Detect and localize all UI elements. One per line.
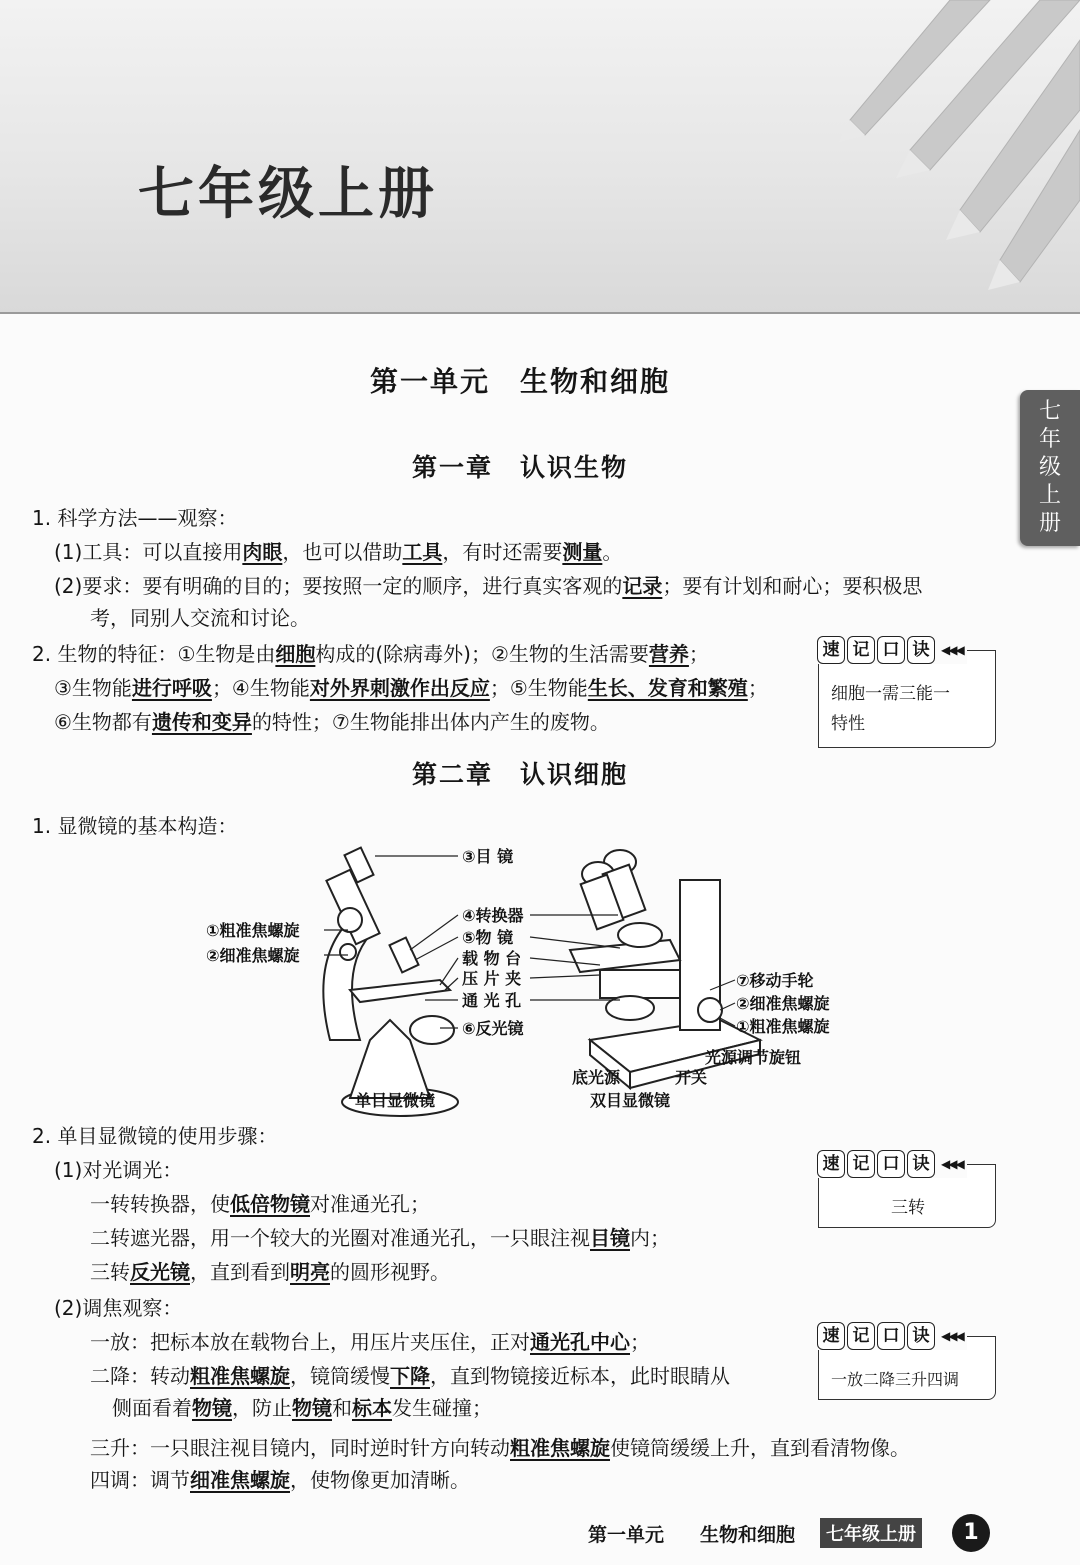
steps-b4: 四调：调节细准焦螺旋，使物像更加清晰。 xyxy=(90,1468,470,1492)
micro-heading: 1. 显微镜的基本构造： xyxy=(32,814,238,838)
side-tab-char: 级 xyxy=(1038,455,1061,480)
label-clip: 压 片 夹 xyxy=(462,969,522,988)
memo-box-3 xyxy=(818,1326,996,1400)
label-eyepiece: ③目 镜 xyxy=(462,847,514,866)
footer-unit: 第一单元 xyxy=(588,1524,665,1546)
steps-b2-cont: 侧面看着物镜，防止物镜和标本发生碰撞； xyxy=(112,1396,492,1420)
header-banner xyxy=(0,0,1080,312)
s1-p1: (1)工具：可以直接用肉眼，也可以借助工具，有时还需要测量。 xyxy=(54,540,623,564)
microscope-figure xyxy=(200,840,860,1120)
steps-a1: 一转转换器，使低倍物镜对准通光孔； xyxy=(90,1192,430,1216)
arrow-icon: ◀◀◀ xyxy=(941,643,963,657)
caption-binocular: 双目显微镜 xyxy=(590,1091,671,1110)
steps-b1: 一放：把标本放在载物台上，用压片夹压住，正对通光孔中心； xyxy=(90,1330,650,1354)
memo-text: 一放二降三升四调 xyxy=(831,1370,960,1389)
s2-l3: ⑥生物都有遗传和变异的特性；⑦生物能排出体内产生的废物。 xyxy=(54,710,610,734)
label-hand-wheel: ⑦移动手轮 xyxy=(736,971,814,990)
side-tab-char: 七 xyxy=(1038,399,1061,424)
steps-heading: 2. 单目显微镜的使用步骤： xyxy=(32,1124,278,1148)
label-coarse-right: ①粗准焦螺旋 xyxy=(736,1017,830,1036)
monocular-microscope-drawing xyxy=(323,848,458,1116)
caption-monocular: 单目显微镜 xyxy=(355,1091,436,1110)
label-stage: 载 物 台 xyxy=(462,949,522,968)
memo-box-2 xyxy=(818,1154,996,1228)
label-objective: ⑤物 镜 xyxy=(462,928,514,947)
label-switch: 开关 xyxy=(675,1068,708,1087)
steps-a2: 二转遮光器，用一个较大的光圈对准通光孔，一只眼注视目镜内； xyxy=(90,1226,670,1250)
memo-header: 速 记 口 诀 ◀◀◀ xyxy=(817,636,967,664)
steps-sub1: (1)对光调光： xyxy=(54,1158,183,1182)
label-turret: ④转换器 xyxy=(462,906,524,925)
memo-header: 速 记 口 诀 ◀◀◀ xyxy=(817,1322,967,1350)
arrow-icon: ◀◀◀ xyxy=(941,1329,963,1343)
banner-divider xyxy=(0,312,1080,314)
memo-text: 细胞一需三能一 xyxy=(831,684,950,704)
memo-text: 三转 xyxy=(891,1198,925,1218)
label-mirror: ⑥反光镜 xyxy=(462,1019,524,1038)
label-fine-left: ②细准焦螺旋 xyxy=(206,946,300,965)
side-tab-char: 上 xyxy=(1038,483,1061,508)
memo-box-1 xyxy=(818,640,996,748)
unit-title: 第一单元 生物和细胞 xyxy=(369,365,670,398)
steps-sub2: (2)调焦观察： xyxy=(54,1296,183,1320)
footer-topic: 生物和细胞 xyxy=(700,1524,796,1546)
footer-grade-tag: 七年级上册 xyxy=(820,1518,922,1548)
steps-a3: 三转反光镜，直到看到明亮的圆形视野。 xyxy=(90,1260,450,1284)
s2-l1: 2. 生物的特征：①生物是由细胞构成的(除病毒外)；②生物的生活需要营养； xyxy=(32,642,709,666)
label-base-light: 底光源 xyxy=(572,1068,621,1087)
memo-header: 速 记 口 诀 ◀◀◀ xyxy=(817,1150,967,1178)
s1-p2: (2)要求：要有明确的目的；要按照一定的顺序，进行真实客观的记录；要有计划和耐心；要积极思 xyxy=(54,574,923,598)
chapter2-title: 第二章 认识细胞 xyxy=(411,760,628,789)
side-tab-char: 册 xyxy=(1038,511,1061,536)
steps-b3: 三升：一只眼注视目镜内，同时逆时针方向转动粗准焦螺旋使镜筒缓缓上升，直到看清物像。 xyxy=(90,1436,910,1460)
chapter1-title: 第一章 认识生物 xyxy=(411,453,628,482)
side-tab-char: 年 xyxy=(1038,427,1061,452)
pencils-illustration xyxy=(660,0,1080,312)
label-aperture: 通 光 孔 xyxy=(462,991,522,1010)
page-number: 1 xyxy=(952,1514,990,1552)
arrow-icon: ◀◀◀ xyxy=(941,1157,963,1171)
memo-text: 特性 xyxy=(831,714,865,734)
label-coarse-left: ①粗准焦螺旋 xyxy=(206,921,300,940)
steps-b2: 二降：转动粗准焦螺旋，镜筒缓慢下降，直到物镜接近标本，此时眼睛从 xyxy=(90,1364,730,1388)
s2-l2: ③生物能进行呼吸；④生物能对外界刺激作出反应；⑤生物能生长、发育和繁殖； xyxy=(54,676,768,700)
s1-p2-cont: 考，同别人交流和讨论。 xyxy=(90,606,310,630)
banner-title: 七年级上册 xyxy=(138,162,438,227)
label-light-knob: 光源调节旋钮 xyxy=(705,1048,802,1067)
s1-heading: 1. 科学方法——观察： xyxy=(32,506,238,530)
label-fine-right: ②细准焦螺旋 xyxy=(736,994,830,1013)
